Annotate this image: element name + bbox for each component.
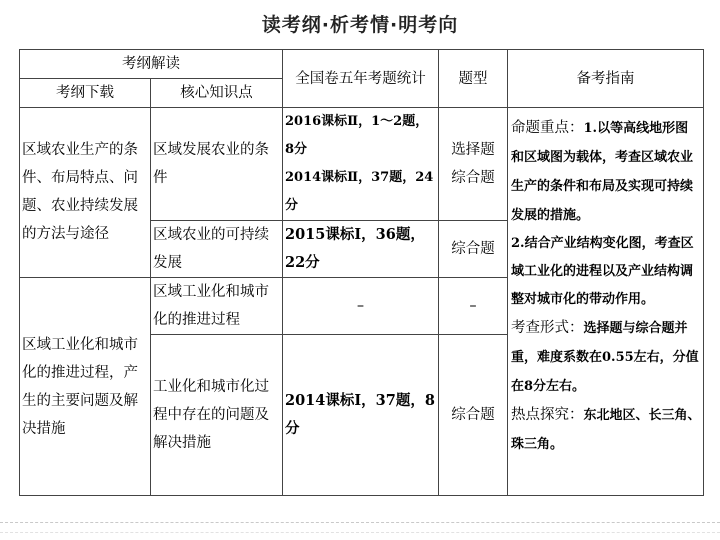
guide-format-text: 选择题与综合题并重，难度系数在0.55左右，分值在8分左右。 xyxy=(511,321,699,394)
stats-industrialization-process: – xyxy=(283,278,439,335)
knowledge-agri-conditions: 区域发展农业的条件 xyxy=(151,108,283,221)
stats-entry: 2014课标Ⅱ，37题，24分 xyxy=(285,170,434,213)
header-outline-group: 考纲解读 xyxy=(20,50,283,79)
guide-focus-label: 命题重点： xyxy=(511,120,584,136)
type-industrialization-process: – xyxy=(439,278,508,335)
type-agri-conditions xyxy=(439,108,508,221)
header-outline-download: 考纲下载 xyxy=(20,79,151,108)
guide-hotspot-label: 热点探究： xyxy=(511,407,584,423)
guide-format-label: 考查形式： xyxy=(511,320,584,336)
stats-entry: 2016课标Ⅱ，1～2题，8分 xyxy=(285,114,429,157)
header-guide: 备考指南 xyxy=(508,50,704,108)
guide-focus xyxy=(511,114,701,230)
outline-agriculture: 区域农业生产的条件、布局特点、问题、农业持续发展的方法与途径 xyxy=(20,108,151,278)
footer-divider xyxy=(0,522,720,523)
guide-focus-text: 1.以等高线地形图和区域图为载体，考查区域农业生产的条件和布局及实现可持续发展的措施。 xyxy=(511,121,694,223)
header-question-type: 题型 xyxy=(439,50,508,108)
stats-industrialization-problems: 2014课标Ⅰ，37题，8分 xyxy=(283,335,439,496)
page-title: 读考纲·析考情·明考向 xyxy=(261,14,459,36)
guide-format xyxy=(511,314,701,401)
guide-hotspot-text: 东北地区、长三角、珠三角。 xyxy=(511,408,701,452)
knowledge-agri-sustainable: 区域农业的可持续发展 xyxy=(151,221,283,278)
header-core-knowledge: 核心知识点 xyxy=(151,79,283,108)
footer-divider xyxy=(0,532,720,533)
outline-industrialization: 区域工业化和城市化的推进过程，产生的主要问题及解决措施 xyxy=(20,278,151,496)
guide-hotspot xyxy=(511,401,701,459)
knowledge-industrialization-problems: 工业化和城市化过程中存在的问题及解决措施 xyxy=(151,335,283,496)
type-agri-sustainable: 综合题 xyxy=(439,221,508,278)
guide-focus-point-2: 2.结合产业结构变化图，考查区域工业化的进程以及产业结构调整对城市化的带动作用。 xyxy=(511,236,694,307)
stats-agri-conditions xyxy=(283,108,439,221)
header-stats: 全国卷五年考题统计 xyxy=(283,50,439,108)
exam-outline-table xyxy=(19,49,704,496)
stats-agri-sustainable: 2015课标Ⅰ，36题，22分 xyxy=(283,221,439,278)
type-industrialization-problems: 综合题 xyxy=(439,335,508,496)
type-label: 综合题 xyxy=(451,170,495,186)
type-label: 选择题 xyxy=(451,142,495,158)
knowledge-industrialization-process: 区域工业化和城市化的推进过程 xyxy=(151,278,283,335)
guide-cell xyxy=(508,108,704,496)
